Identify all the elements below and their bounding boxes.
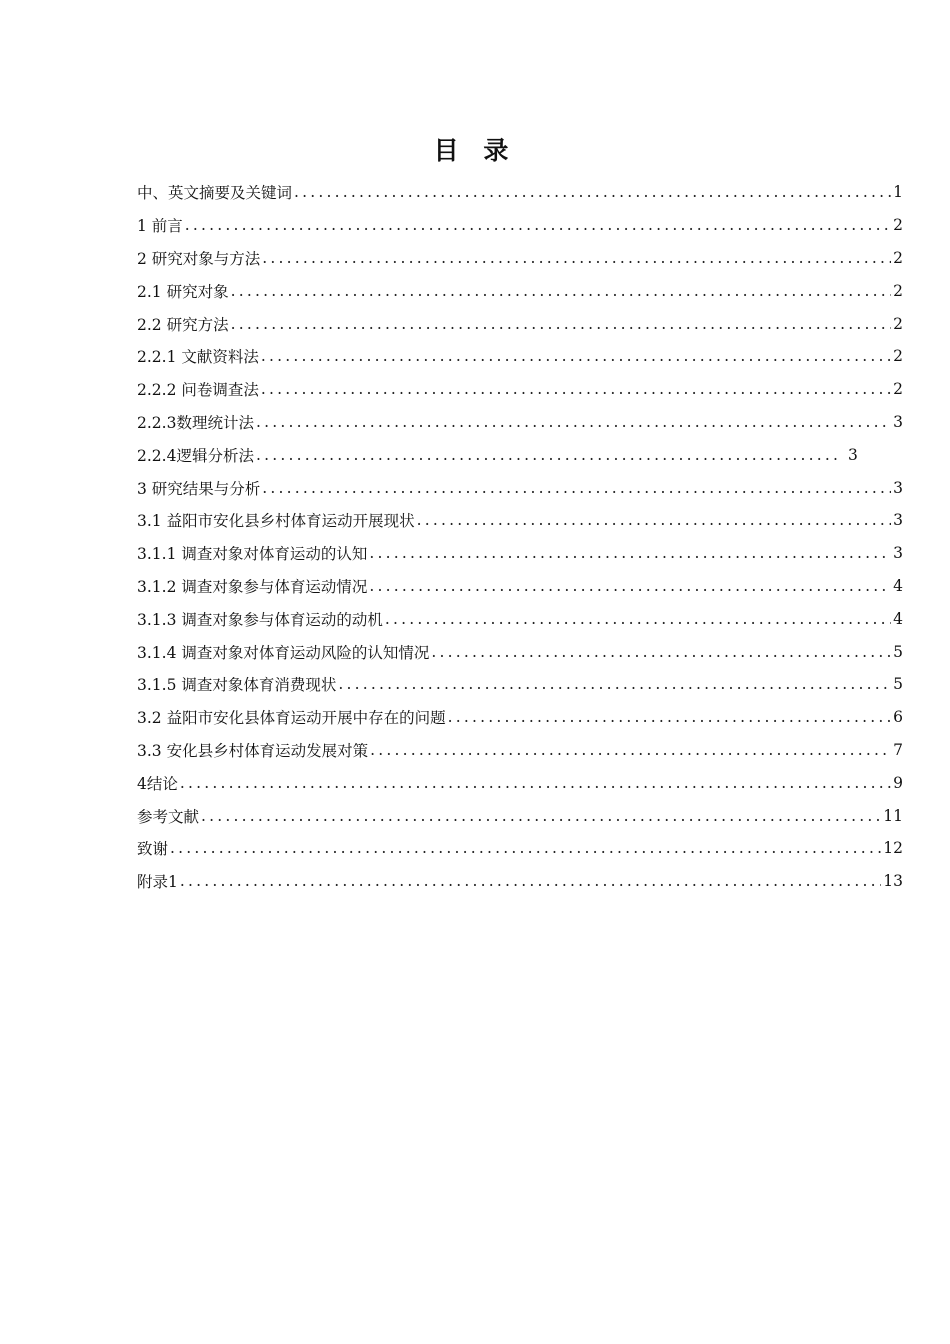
toc-entry-page: 6 bbox=[893, 708, 903, 727]
toc-entry-label: 1 前言 bbox=[137, 217, 183, 236]
toc-entry[interactable] bbox=[137, 209, 903, 242]
toc-entry-label: 3.1 益阳市安化县乡村体育运动开展现状 bbox=[137, 512, 415, 531]
toc-entry[interactable] bbox=[137, 438, 903, 471]
toc-entry-page: 3 bbox=[893, 511, 903, 530]
toc-entry[interactable] bbox=[137, 602, 903, 635]
toc-entry-page: 4 bbox=[893, 576, 903, 595]
toc-dot-leader bbox=[201, 807, 881, 825]
toc-entry[interactable] bbox=[137, 307, 903, 340]
toc-entry[interactable] bbox=[137, 865, 903, 898]
toc-entry-page: 13 bbox=[883, 872, 903, 891]
toc-dot-leader bbox=[262, 479, 891, 497]
toc-entry[interactable] bbox=[137, 734, 903, 767]
toc-entry-page: 2 bbox=[893, 314, 903, 333]
toc-entry-label: 3.3 安化县乡村体育运动发展对策 bbox=[137, 741, 369, 760]
toc-entry-page: 2 bbox=[893, 281, 903, 300]
toc-entry-label: 4结论 bbox=[137, 774, 178, 793]
toc-dot-leader bbox=[262, 249, 891, 267]
toc-entry-page: 7 bbox=[893, 740, 903, 759]
toc-dot-leader bbox=[417, 511, 892, 529]
toc-entry[interactable] bbox=[137, 176, 903, 209]
toc-entry-page: 2 bbox=[893, 248, 903, 267]
toc-list bbox=[137, 176, 903, 898]
toc-entry-label: 3.1.3 调查对象参与体育运动的动机 bbox=[137, 610, 383, 629]
toc-dot-leader bbox=[431, 643, 891, 661]
toc-dot-leader bbox=[338, 675, 891, 693]
toc-entry-page: 12 bbox=[883, 839, 903, 858]
toc-entry-label: 3.1.2 调查对象参与体育运动情况 bbox=[137, 577, 368, 596]
toc-entry[interactable] bbox=[137, 340, 903, 373]
toc-dot-leader bbox=[180, 774, 891, 792]
toc-dot-leader bbox=[261, 347, 891, 365]
toc-entry[interactable] bbox=[137, 799, 903, 832]
toc-entry-page: 4 bbox=[893, 609, 903, 628]
toc-entry-label: 3 研究结果与分析 bbox=[137, 479, 261, 498]
toc-entry-label: 3.1.1 调查对象对体育运动的认知 bbox=[137, 545, 368, 564]
toc-entry-page: 2 bbox=[893, 216, 903, 235]
toc-entry[interactable] bbox=[137, 832, 903, 865]
toc-entry[interactable] bbox=[137, 274, 903, 307]
toc-entry[interactable] bbox=[137, 504, 903, 537]
toc-dot-leader bbox=[369, 577, 891, 595]
toc-entry-label: 3.1.5 调查对象体育消费现状 bbox=[137, 676, 337, 695]
toc-title: 目 录 bbox=[433, 136, 517, 165]
toc-dot-leader bbox=[170, 839, 881, 857]
toc-dot-leader bbox=[385, 610, 891, 628]
toc-dot-leader bbox=[256, 413, 891, 431]
toc-dot-leader bbox=[448, 708, 892, 726]
toc-entry[interactable] bbox=[137, 537, 903, 570]
toc-entry-page: 5 bbox=[893, 642, 903, 661]
toc-dot-leader bbox=[185, 216, 891, 234]
toc-dot-leader bbox=[370, 741, 891, 759]
toc-dot-leader bbox=[369, 544, 891, 562]
toc-entry-label: 2.2 研究方法 bbox=[137, 315, 229, 334]
toc-entry[interactable] bbox=[137, 471, 903, 504]
toc-entry-label: 2.1 研究对象 bbox=[137, 282, 229, 301]
toc-entry-page: 3 bbox=[893, 478, 903, 497]
toc-entry-label: 2.2.3数理统计法 bbox=[137, 413, 254, 432]
toc-entry[interactable] bbox=[137, 701, 903, 734]
toc-entry-label: 参考文献 bbox=[137, 807, 200, 826]
toc-entry-label: 附录1 bbox=[137, 873, 178, 892]
toc-entry-page: 3 bbox=[847, 445, 858, 464]
toc-entry-page: 2 bbox=[893, 380, 903, 399]
toc-entry-page: 11 bbox=[883, 806, 903, 825]
toc-entry-label: 2.2.1 文献资料法 bbox=[137, 348, 259, 367]
toc-dot-leader bbox=[261, 380, 891, 398]
toc-entry[interactable] bbox=[137, 406, 903, 439]
toc-entry[interactable] bbox=[137, 635, 903, 668]
toc-entry-label: 3.1.4 调查对象对体育运动风险的认知情况 bbox=[137, 643, 430, 662]
toc-entry[interactable] bbox=[137, 373, 903, 406]
toc-entry-page: 9 bbox=[893, 773, 903, 792]
toc-entry-label: 2.2.2 问卷调查法 bbox=[137, 381, 259, 400]
toc-entry-label: 2 研究对象与方法 bbox=[137, 249, 261, 268]
toc-entry-page: 5 bbox=[893, 675, 903, 694]
toc-entry-label: 中、英文摘要及关键词 bbox=[137, 184, 293, 203]
toc-entry[interactable] bbox=[137, 766, 903, 799]
toc-entry-page: 1 bbox=[893, 183, 903, 202]
toc-dot-leader bbox=[256, 446, 840, 464]
toc-entry-page: 2 bbox=[893, 347, 903, 366]
toc-dot-leader bbox=[231, 315, 892, 333]
toc-dot-leader bbox=[231, 282, 892, 300]
toc-entry[interactable] bbox=[137, 668, 903, 701]
toc-dot-leader bbox=[180, 872, 881, 890]
toc-entry-page: 3 bbox=[893, 412, 903, 431]
toc-entry[interactable] bbox=[137, 570, 903, 603]
toc-entry-label: 3.2 益阳市安化县体育运动开展中存在的问题 bbox=[137, 709, 446, 728]
toc-entry[interactable] bbox=[137, 242, 903, 275]
toc-entry-label: 致谢 bbox=[137, 840, 169, 859]
toc-entry-page: 3 bbox=[893, 544, 903, 563]
toc-entry-label: 2.2.4逻辑分析法 bbox=[137, 446, 254, 465]
toc-dot-leader bbox=[294, 183, 891, 201]
